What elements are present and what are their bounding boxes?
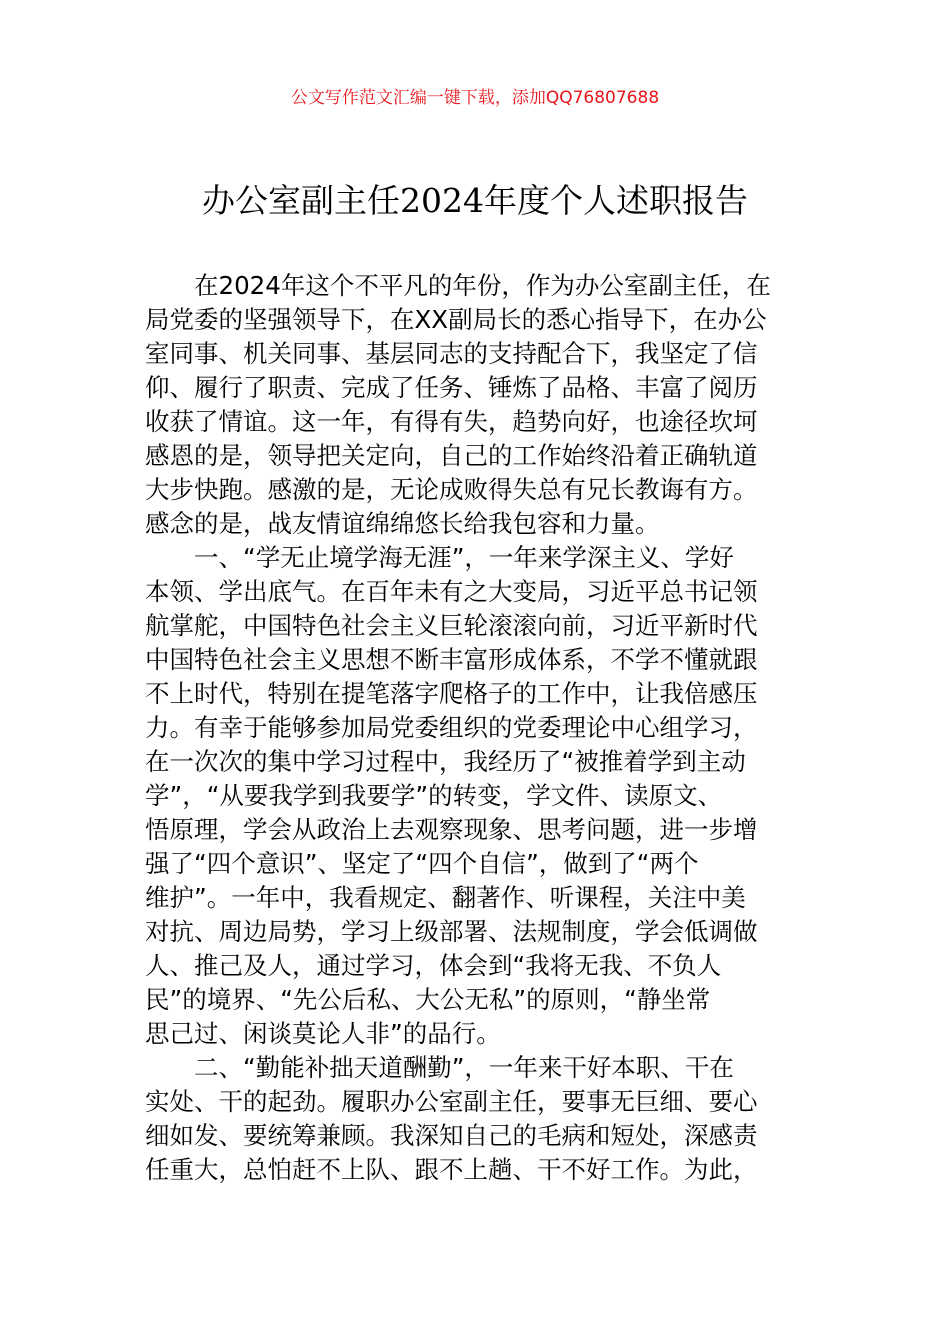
download-watermark: 公文写作范文汇编一键下载，添加QQ76807688	[290, 88, 660, 108]
paragraph-section-2: 二、“勤能补拙天道酬勤”，一年来干好本职、干在 实处、干的起劲。履职办公室副主任，要事无巨细、要心 细如发、要统筹兼顾。我深知自己的毛病和短处，深感责 任重大，总怕赶不上队、跟不上趟、干不好工作。为此，	[145, 1053, 758, 1184]
page-title: 办公室副主任2024年度个人述职报告	[202, 181, 748, 220]
paragraph-intro: 在2024年这个不平凡的年份，作为办公室副主任，在 局党委的坚强领导下，在XX副局长的悉心指导下，在办公 室同事、机关同事、基层同志的支持配合下，我坚定了信 仰、履行了职责、完成了任务、锤炼了品格、丰富了阅历 收获了情谊。这一年，有得有失，趋势向好，也途径坎坷 感恩的是，领导把关定向，自己的工作始终沿着正确轨道 大步快跑。感激的是，无论成败得失总有兄长教诲有方。 感念的是，战友情谊绵绵悠长给我包容和力量。	[145, 271, 771, 538]
document-body	[145, 269, 810, 1187]
paragraph-section-1: 一、“学无止境学海无涯”，一年来学深主义、学好 本领、学出底气。在百年未有之大变局，习近平总书记领 航掌舵，中国特色社会主义巨轮滚滚向前，习近平新时代 中国特色社会主义思想不断丰富形成体系，不学不懂就跟 不上时代，特别在提笔落字爬格子的工作中，让我倍感压 力。有幸于能够参加局党委组织的党委理论中心组学习， 在一次次的集中学习过程中，我经历了“被推着学到主动 学”，“从要我学到我要学”的转变，学文件、读原文、 悟原理，学会从政治上去观察现象、思考问题，进一步增 强了“四个意识”、坚定了“四个自信”，做到了“两个 维护”。一年中，我看规定、翻著作、听课程，关注中美 对抗、周边局势，学习上级部署、法规制度，学会低调做 人、推己及人，通过学习，体会到“我将无我、不负人 民”的境界、“先公后私、大公无私”的原则，“静坐常 思己过、闲谈莫论人非”的品行。	[145, 543, 758, 1048]
